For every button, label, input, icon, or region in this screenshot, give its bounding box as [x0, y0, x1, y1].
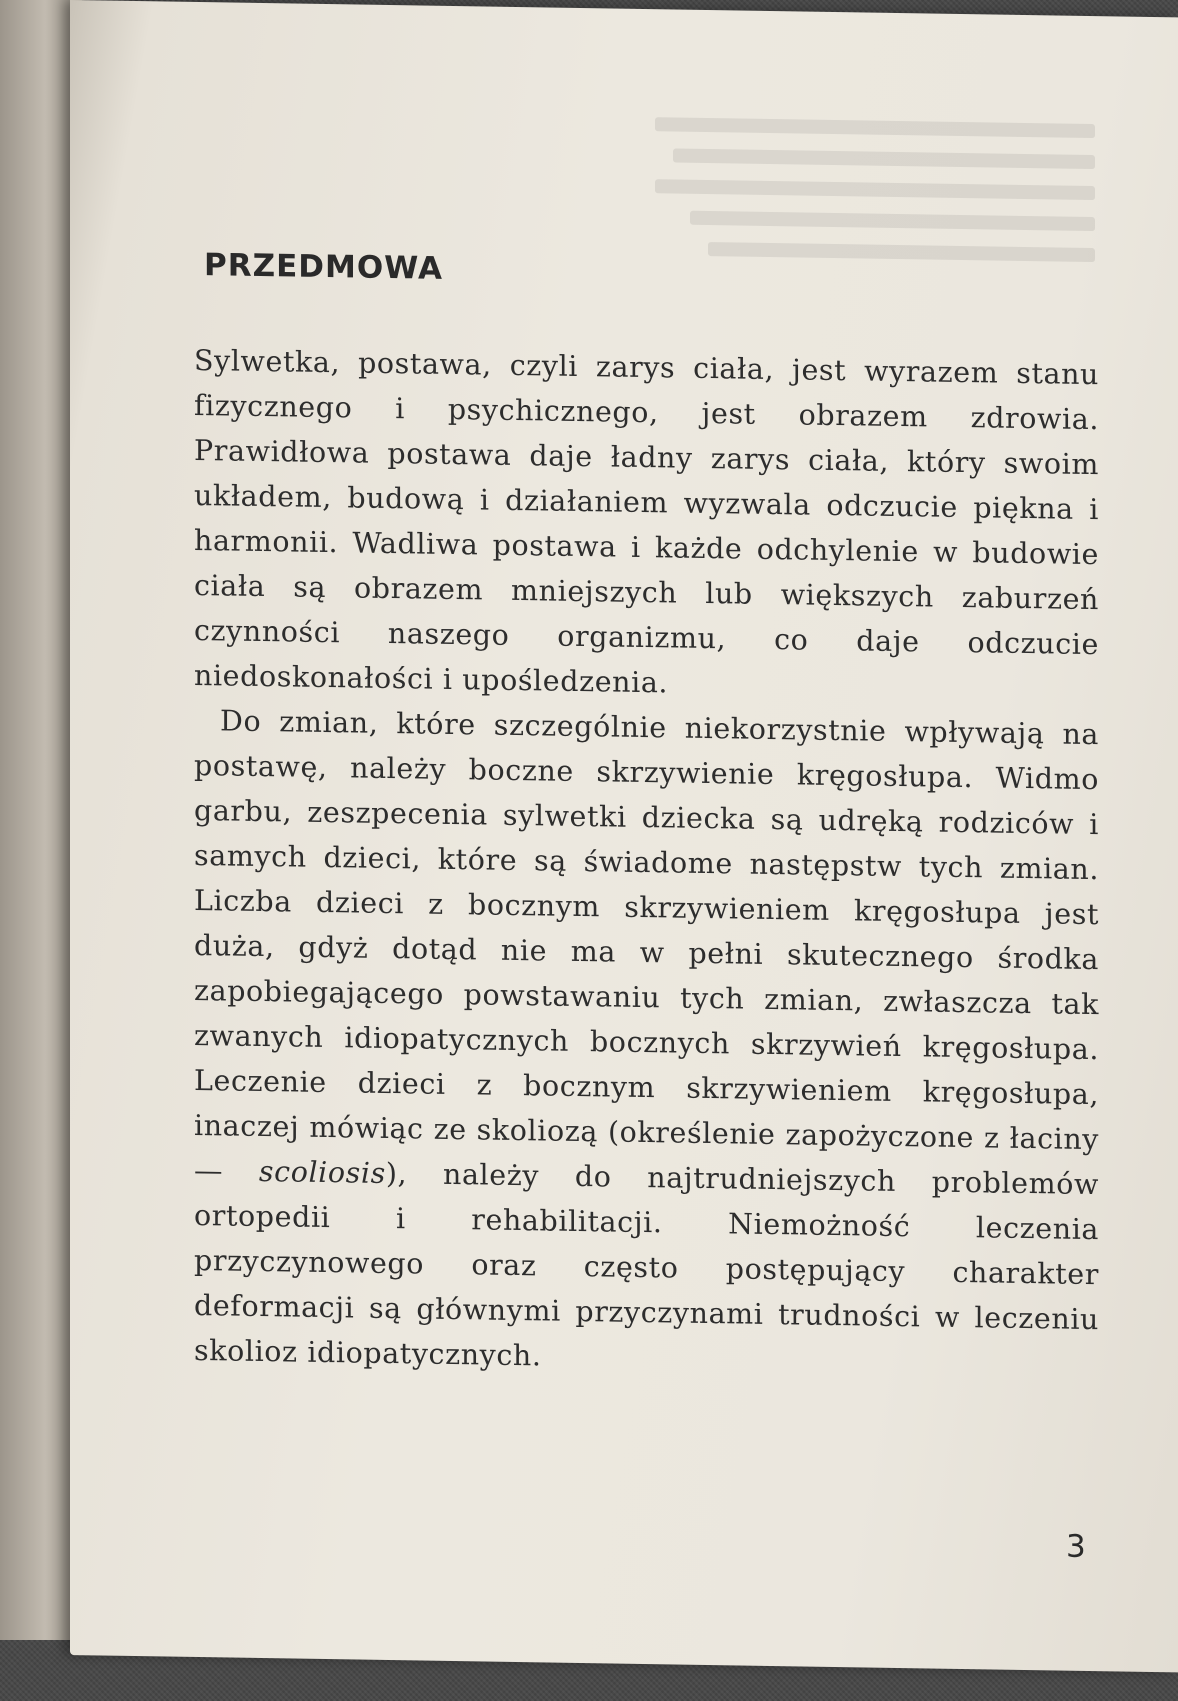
bleed-through-block	[655, 107, 1095, 334]
latin-term: scoliosis	[258, 1154, 386, 1190]
paragraph-2-text-start: Do zmian, które szczególnie niekorzystnie wpływają na postawę, należy boczne skrzywienie kręgosłupa. Widmo garbu, zeszpecenia sylwetki dziecka są udręką rodziców i samych dzieci, które są świadome następstw tych zmian. Liczba dzieci z bocznym skrzywieniem kręgosłupa jest duża, gdyż dotąd nie ma w pełni skutecznego środka zapobiegającego powstawaniu tych zmian, zwłaszcza tak zwanych idiopatycznych bocznych skrzywień kręgosłupa. Leczenie dzieci z bocznym skrzywieniem kręgosłupa, inaczej mówiąc ze skoliozą (określenie zapożyczone z łaciny —	[194, 704, 1099, 1188]
book-page	[70, 0, 1178, 1672]
page-heading: PRZEDMOWA	[204, 247, 443, 287]
paragraph-1: Sylwetka, postawa, czyli zarys ciała, jest wyrazem stanu fizycznego i psychicznego, jest obrazem zdrowia. Prawidłowa postawa daje ładny zarys ciała, który swoim układem, budową i działaniem wyzwala odczucie piękna i harmonii. Wadliwa postawa i każde odchylenie w budowie ciała są obrazem mniejszych lub większych zaburzeń czynności naszego organizmu, co daje odczucie niedoskonałości i upośledzenia.	[194, 343, 1099, 700]
paragraph-2	[194, 698, 1099, 1387]
body-text	[194, 338, 1099, 1387]
page-number: 3	[1066, 1528, 1086, 1565]
paragraph-2-text-end: ), należy do najtrudniejszych problemów ortopedii i rehabilitacji. Niemożność leczenia przyczynowego oraz często postępujący charakter deformacji są głównymi przyczynami trudności w leczeniu skolioz idiopatycznych.	[194, 1156, 1099, 1373]
